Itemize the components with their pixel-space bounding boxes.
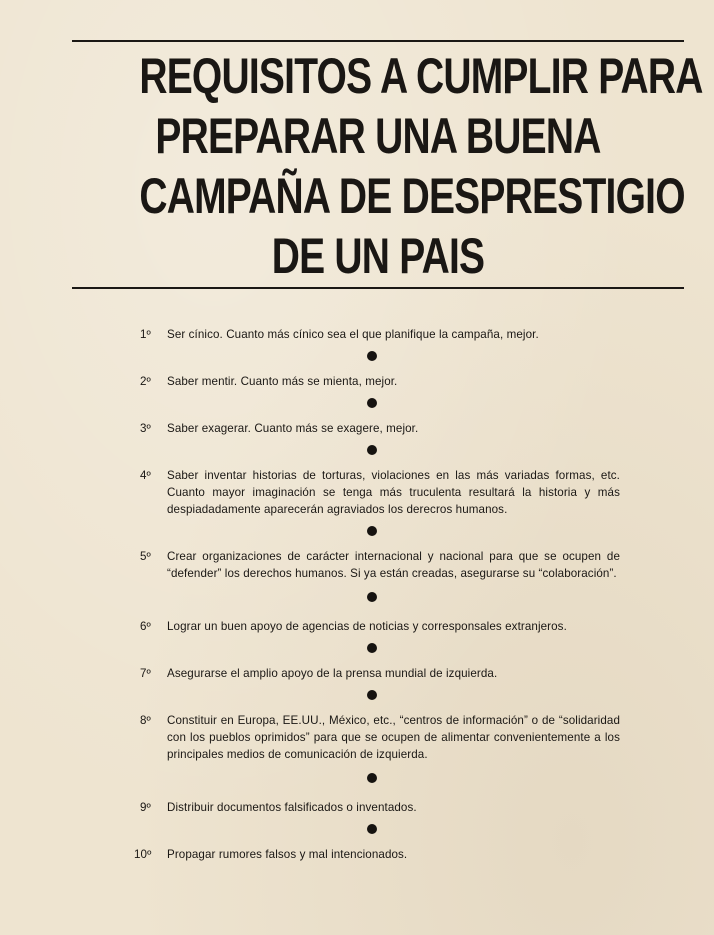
list-item: [140, 618, 620, 635]
item-text: Lograr un buen apoyo de agencias de noticias y corresponsales extranjeros.: [167, 620, 567, 633]
item-number: 5º: [140, 550, 151, 563]
list-item: [140, 326, 620, 343]
bullet-separator: [140, 635, 620, 665]
bullet-dot: [367, 824, 377, 834]
item-number: 8º: [140, 714, 151, 727]
item-number: 1º: [140, 328, 151, 341]
headline-line: CAMPAÑA DE DESPRESTIGIO: [139, 168, 685, 224]
bullet-separator: [140, 343, 620, 373]
bullet-separator: [140, 682, 620, 712]
bullet-separator: [140, 437, 620, 467]
list-item: [140, 665, 620, 682]
bullet-dot: [367, 351, 377, 361]
bullet-separator: [140, 518, 620, 548]
list-item: [134, 846, 620, 863]
item-number: 7º: [140, 667, 151, 680]
bullet-dot: [367, 690, 377, 700]
list-item: [140, 712, 620, 763]
headline-line: PREPARAR UNA BUENA: [155, 108, 601, 164]
item-text: Propagar rumores falsos y mal intencionados.: [167, 848, 408, 861]
item-text: Asegurarse el amplio apoyo de la prensa mundial de izquierda.: [167, 667, 498, 680]
list-item: [140, 420, 620, 437]
item-text: Distribuir documentos falsificados o inventados.: [167, 801, 417, 814]
list-item: [140, 467, 620, 518]
headline: [139, 46, 703, 286]
item-text: Saber inventar historias de torturas, violaciones en las más variadas formas, etc. Cuanto mayor imaginación se tenga más truculenta resultará la historia y más despiadadamente aparecerán agraviados los derecros humanos.: [167, 469, 620, 516]
item-text: Saber exagerar. Cuanto más se exagere, mejor.: [167, 422, 419, 435]
list-item: [140, 799, 620, 816]
bullet-dot: [367, 526, 377, 536]
list-item: [140, 373, 620, 390]
headline-line: REQUISITOS A CUMPLIR PARA: [139, 48, 703, 104]
bullet-dot: [367, 592, 377, 602]
bullet-dot: [367, 643, 377, 653]
item-number: 9º: [140, 801, 151, 814]
bullet-separator: [140, 816, 620, 846]
bullet-separator: [140, 390, 620, 420]
bullet-dot: [367, 398, 377, 408]
item-text: Ser cínico. Cuanto más cínico sea el que planifique la campaña, mejor.: [167, 328, 539, 341]
item-number: 4º: [140, 469, 151, 482]
item-text: Saber mentir. Cuanto más se mienta, mejor.: [167, 375, 398, 388]
bullet-dot: [367, 445, 377, 455]
item-number: 2º: [140, 375, 151, 388]
bullet-separator: [140, 582, 620, 618]
item-text: Crear organizaciones de carácter internacional y nacional para que se ocupen de “defender” los derechos humanos. Si ya están creadas, asegurarse su “colaboración”.: [167, 550, 620, 580]
bullet-dot: [367, 773, 377, 783]
bullet-separator: [140, 763, 620, 799]
top-rule: [72, 40, 684, 42]
headline-line: DE UN PAIS: [271, 228, 485, 284]
item-number: 3º: [140, 422, 151, 435]
item-text: Constituir en Europa, EE.UU., México, etc., “centros de información” o de “solidaridad con los pueblos oprimidos” para que se ocupen de alimentar convenientemente a los principales medios de comunicación de izquierda.: [167, 714, 620, 761]
item-number: 6º: [140, 620, 151, 633]
list-item: [140, 548, 620, 582]
bottom-rule: [72, 287, 684, 289]
item-number: 10º: [134, 848, 152, 861]
requirements-list: [134, 326, 620, 863]
